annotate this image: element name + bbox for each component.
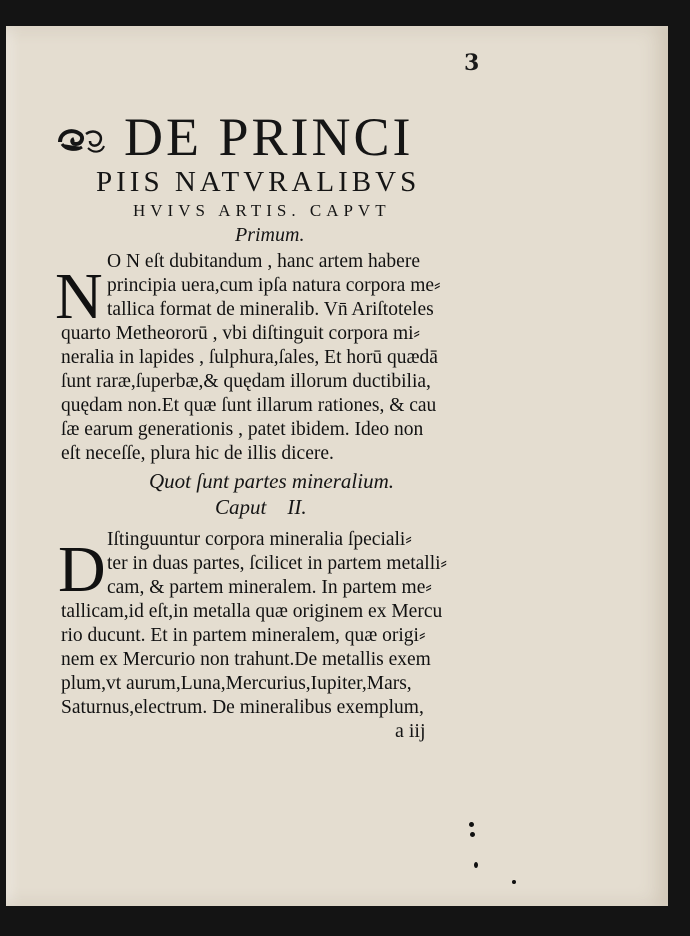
text-line: eſt neceſſe, plura hic de illis dicere. [61,443,334,464]
text-line: ſæ earum generationis , patet ibidem. Ideo non [61,419,424,440]
text-line: tallica format de mineralib. Vn̄ Ariſtoteles [107,299,434,320]
page-number: 3 [464,50,480,76]
title-line-1: DE PRINCI [124,107,414,167]
text-line: quędam non.Et quæ ſunt illarum rationes, & cau [61,395,437,416]
text-line: Saturnus,electrum. De mineralibus exemplum, [61,697,424,718]
ink-dot [470,832,475,837]
title-line-3: HVIVS ARTIS. CAPVT [133,201,391,220]
ink-dot [474,862,478,868]
text-line: Iſtinguuntur corpora mineralia ſpeciali⸗ [107,529,412,550]
title-line-2: PIIS NATVRALIBVS [96,166,421,198]
text-line: nem ex Mercurio non trahunt.De metallis exem [61,649,431,670]
ink-dot [469,822,474,827]
drop-cap-n: N [55,260,103,333]
book-page [6,26,668,906]
signature-mark: a iij [395,720,426,742]
title-line-4: Primum. [235,224,305,246]
text-line: O N eſt dubitandum , hanc artem habere [107,251,420,272]
text-line: principia uera,cum ipſa natura corpora me⸗ [107,275,441,296]
text-line: tallicam,id eſt,in metalla quæ originem ex Mercu [61,601,443,622]
ink-dot [512,880,516,884]
text-line: quarto Metheororū , vbi diſtinguit corpora mi⸗ [61,323,421,344]
text-line: rio ducunt. Et in partem mineralem, quæ origi⸗ [61,625,426,646]
text-line: neralia in lapides , ſulphura,ſales, Et horū quædā [61,347,438,368]
chapter-2-caput: Caput II. [215,495,307,519]
text-line: plum,vt aurum,Luna,Mercurius,Iupiter,Mars, [61,673,412,694]
text-line: ſunt raræ,ſuperbæ,& quędam illorum ductibilia, [61,371,431,392]
drop-cap-d: D [58,533,106,606]
text-line: ter in duas partes, ſcilicet in partem metalli⸗ [107,553,448,574]
text-line: cam, & partem mineralem. In partem me⸗ [107,577,432,598]
fleuron-ornament-icon [56,120,108,160]
chapter-2-heading: Quot ſunt partes mineralium. [149,469,394,493]
